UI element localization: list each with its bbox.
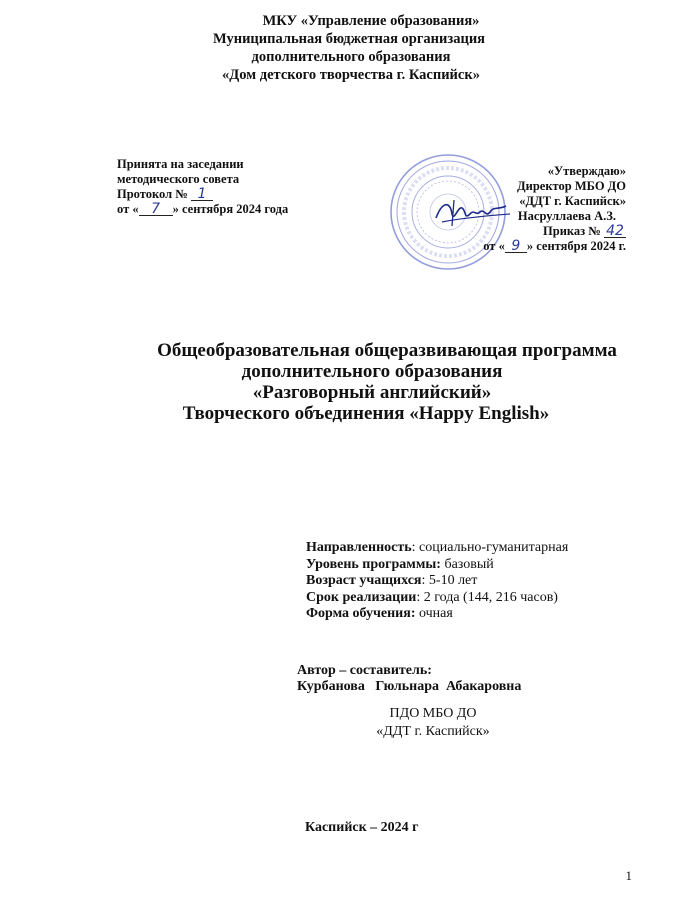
author-name: Курбанова Гюльнара Абакаровна [297,679,522,694]
title-line-1: Общеобразовательная общеразвивающая программа [157,340,617,361]
approval-right-block [483,164,626,254]
title-line-3: «Разговорный английский» [252,382,492,403]
date-suffix: » сентября 2024 года [172,202,289,216]
order-number: 42 [604,225,626,238]
director-name: Насруллаева А.З. [517,209,616,223]
date-prefix: от « [117,202,139,216]
date-day: 7 [139,203,173,216]
order-line [483,224,626,239]
detail-direction: Направленность: социально-гуманитарная [306,540,569,555]
author-block [297,663,521,695]
title-line-2: дополнительного образования [241,361,503,382]
approval-left-line-2: методического совета [117,172,240,186]
place-year: Каспийск – 2024 г [305,820,419,835]
order-label: Приказ № [543,224,601,238]
detail-age: Возраст учащихся: 5-10 лет [306,573,478,588]
detail-form: Форма обучения: очная [306,606,453,621]
detail-duration: Срок реализации: 2 года (144, 216 часов) [306,589,558,605]
org-line-1: ПДО МБО ДО [389,706,477,721]
title-line-4: Творческого объединения «Happy English» [182,403,550,424]
approval-left-date [117,202,288,217]
header-line-3: дополнительного образования [251,49,451,65]
author-label: Автор – составитель: [297,663,432,678]
approval-right-line-1: «Утверждаю» [547,164,626,178]
header-line-1: МКУ «Управление образования» [262,13,480,29]
approval-left-block [117,157,288,217]
protocol-line [117,187,288,202]
program-details [306,540,568,623]
page-number: 1 [625,868,632,883]
organization-block [326,705,540,741]
detail-level: Уровень программы: базовый [306,556,494,572]
document-header [0,12,682,84]
header-line-2: Муниципальная бюджетная организация [212,31,486,47]
date-day: 9 [505,240,527,253]
approval-left-line-1: Принята на заседании [117,157,244,171]
approval-right-date [483,239,626,254]
approval-right-line-2: Директор МБО ДО [517,179,626,193]
protocol-number: 1 [191,188,213,201]
header-line-4: «Дом детского творчества г. Каспийск» [222,67,480,83]
date-suffix: » сентября 2024 г. [526,239,626,253]
org-line-2: «ДДТ г. Каспийск» [376,724,490,739]
program-title [0,340,682,424]
protocol-label: Протокол № [117,187,188,201]
date-prefix: от « [483,239,505,253]
approval-right-line-3: «ДДТ г. Каспийск» [519,194,626,208]
